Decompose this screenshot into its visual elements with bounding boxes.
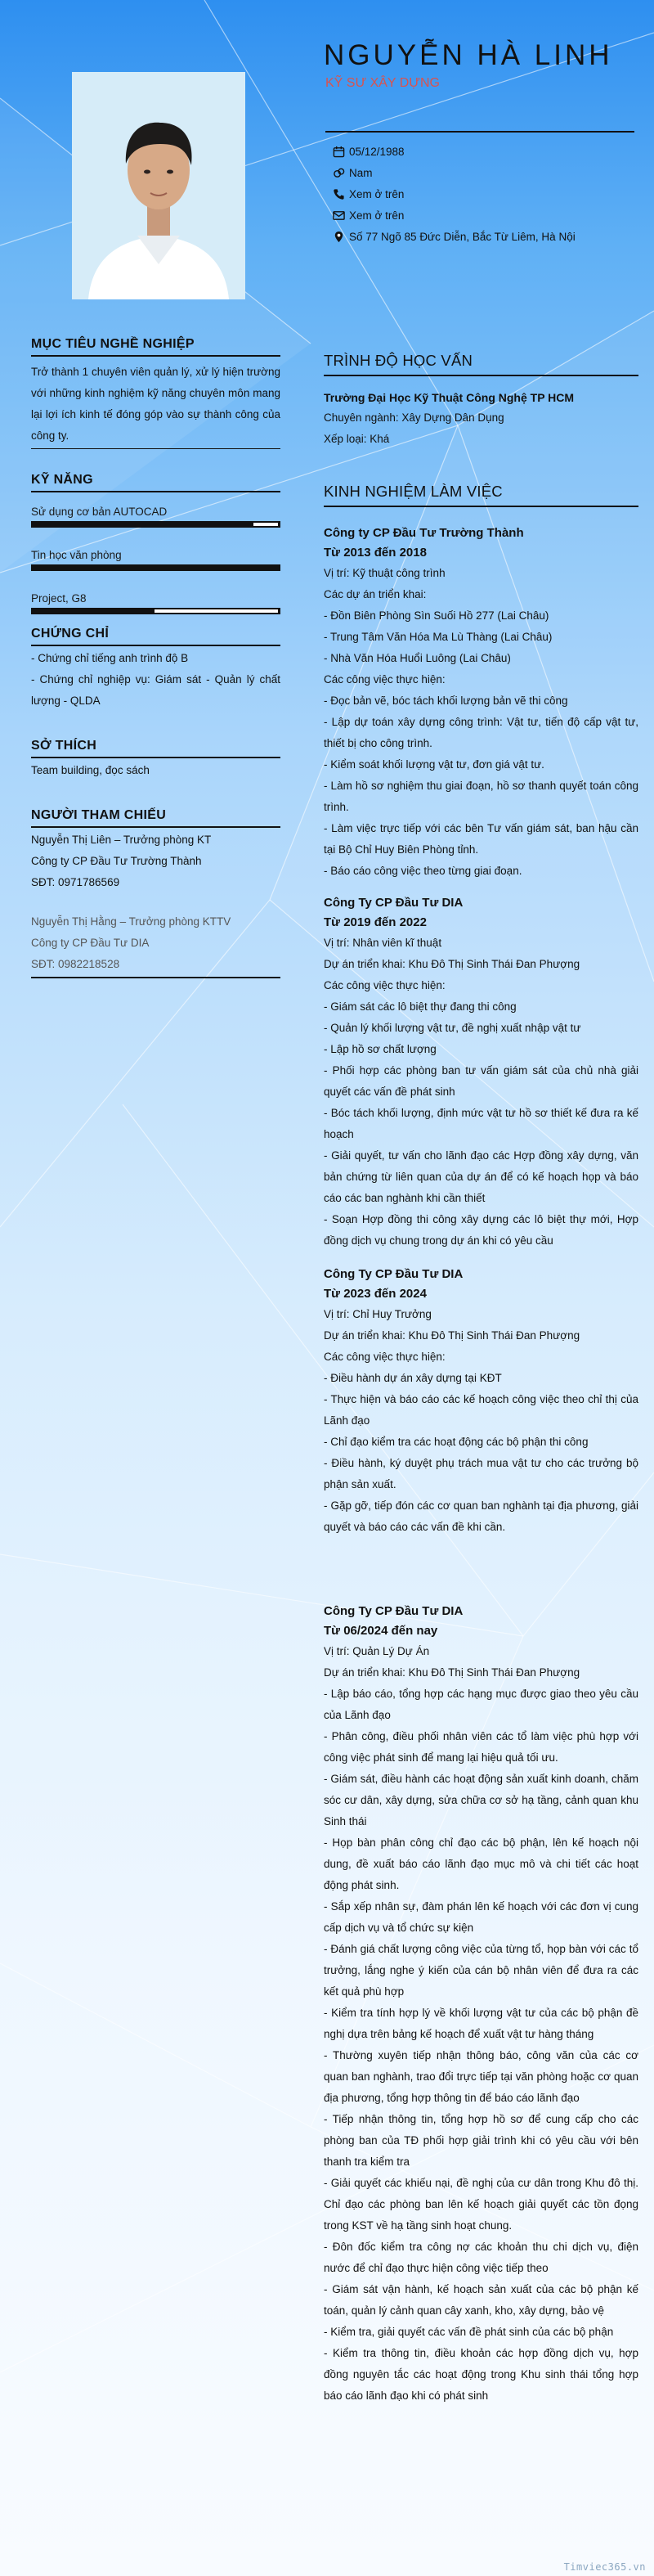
job-title: KỸ SƯ XÂY DỰNG <box>325 76 440 90</box>
job-period: Từ 2023 đến 2024 <box>324 1287 427 1301</box>
job-detail-line: - Trung Tâm Văn Hóa Ma Lù Thàng (Lai Châu) <box>324 631 553 643</box>
job-detail-line: Dự án triển khai: Khu Đô Thị Sinh Thái Đan Phượng <box>324 958 580 970</box>
hobbies-section <box>31 739 280 781</box>
job-detail-line: - Lập hồ sơ chất lượng <box>324 1043 437 1055</box>
job-detail-line: - Điều hành dự án xây dựng tại KĐT <box>324 1372 502 1384</box>
job-details <box>324 1304 638 1538</box>
job-detail-line: - Giải quyết các khiếu nại, đề nghị của cư dân trong Khu đô thị. Chỉ đạo các phòng ban lên kế hoạch giải quyết các tồn đọng trong KST về hạ tầng sinh hoạt chung. <box>324 2177 638 2232</box>
contact-info <box>331 141 642 247</box>
job-details <box>324 933 638 1252</box>
job-company: Công Ty CP Đầu Tư DIA <box>324 896 464 910</box>
candidate-name: NGUYỄN HÀ LINH <box>324 39 613 71</box>
school-name: Trường Đại Học Kỹ Thuật Công Nghệ TP HCM <box>324 391 575 404</box>
job-detail-line: - Giám sát vận hành, kế hoạch sản xuất của các bộ phận kế toán, quản lý cảnh quan cây xanh, kho, xây dựng, bảo vệ <box>324 2283 638 2317</box>
references-bottom-divider <box>31 977 280 978</box>
job-detail-line: Vị trí: Quản Lý Dự Án <box>324 1645 430 1657</box>
skill-level-bar <box>31 521 280 528</box>
skill-level-remainder <box>155 609 279 613</box>
job-company: Công Ty CP Đầu Tư DIA <box>324 1604 464 1618</box>
job-entry <box>324 893 638 1252</box>
job-detail-line: - Thực hiện và báo cáo các kế hoạch công việc theo chỉ thị của Lãnh đạo <box>324 1393 638 1427</box>
skill-label: Sử dụng cơ bản AUTOCAD <box>31 506 168 518</box>
hobbies-heading: SỞ THÍCH <box>31 739 97 753</box>
job-detail-line: - Quản lý khối lượng vật tư, đề nghị xuất nhập vật tư <box>324 1022 581 1034</box>
skill-item <box>31 506 280 528</box>
job-period: Từ 2013 đến 2018 <box>324 546 427 560</box>
job-detail-line: - Kiểm tra thông tin, điều khoản các hợp đồng dịch vụ, hợp đồng nguyên tắc các hoạt động trong Khu sinh thái tổng hợp báo cáo lãnh đạo khi có phát sinh <box>324 2347 638 2402</box>
reference-name: Nguyễn Thị Hằng – Trưởng phòng KTTV <box>31 915 231 928</box>
job-detail-line: Dự án triển khai: Khu Đô Thị Sinh Thái Đan Phượng <box>324 1666 580 1679</box>
job-detail-line: - Đánh giá chất lượng công việc của từng tổ, họp bàn với các tổ trưởng, lắng nghe ý kiến của cán bộ nhân viên để đưa ra các kết quả phù hợp <box>324 1943 638 1998</box>
job-detail-line: Các công việc thực hiện: <box>324 673 446 686</box>
reference-item <box>31 829 280 893</box>
skills-heading: KỸ NĂNG <box>31 473 93 487</box>
reference-company: Công ty CP Đầu Tư DIA <box>31 937 150 949</box>
birthdate-value: 05/12/1988 <box>349 145 405 158</box>
skill-item <box>31 549 280 571</box>
job-detail-line: Các công việc thực hiện: <box>324 1351 446 1363</box>
job-detail-line: Vị trí: Kỹ thuật công trình <box>324 567 446 579</box>
calendar-icon <box>331 145 346 158</box>
profile-photo <box>72 72 245 299</box>
email-row <box>331 205 642 226</box>
objective-heading: MỤC TIÊU NGHỀ NGHIỆP <box>31 337 195 351</box>
job-period: Từ 2019 đến 2022 <box>324 915 427 929</box>
job-detail-line: - Lập dự toán xây dựng công trình: Vật tư, tiến độ cấp vật tư, thiết bị cho công trình. <box>324 716 638 749</box>
job-detail-line: - Lập báo cáo, tổng hợp các hạng mục được giao theo yêu cầu của Lãnh đạo <box>324 1688 638 1721</box>
phone-icon <box>331 187 346 200</box>
location-icon <box>331 230 346 243</box>
experience-section <box>324 483 638 507</box>
education-divider <box>324 375 638 376</box>
job-company: Công Ty CP Đầu Tư DIA <box>324 1267 464 1281</box>
skills-divider <box>31 491 280 492</box>
job-detail-line: - Chỉ đạo kiểm tra các hoạt động các bộ phận thi công <box>324 1436 589 1448</box>
skill-label: Tin học văn phòng <box>31 549 122 561</box>
reference-phone: SĐT: 0982218528 <box>31 958 120 970</box>
watermark: Timviec365.vn <box>563 2561 646 2573</box>
certificates-heading: CHỨNG CHỈ <box>31 627 110 641</box>
job-detail-line: - Kiểm tra, giải quyết các vấn đề phát sinh của các bộ phận <box>324 2326 614 2338</box>
hobbies-text: Team building, đọc sách <box>31 764 150 776</box>
job-detail-line: - Đôn đốc kiểm tra công nợ các khoản thu chi dịch vụ, điện nước để chỉ đạo thực hiện công việc tiếp theo <box>324 2241 638 2274</box>
job-detail-line: - Phân công, điều phối nhân viên các tổ làm việc phù hợp với công việc phát sinh để mang lại hiệu quả tối ưu. <box>324 1730 638 1764</box>
job-detail-line: Các dự án triển khai: <box>324 588 427 600</box>
phone-value: Xem ở trên <box>349 187 405 200</box>
references-divider <box>31 826 280 828</box>
certificates-divider <box>31 645 280 646</box>
skill-item <box>31 592 280 614</box>
job-detail-line: - Giám sát các lô biệt thự đang thi công <box>324 1000 517 1013</box>
job-detail-line: Vị trí: Chỉ Huy Trưởng <box>324 1308 432 1320</box>
job-detail-line: - Gặp gỡ, tiếp đón các cơ quan ban nghành tại địa phương, giải quyết và báo cáo các vấn đề khi cần. <box>324 1499 638 1533</box>
phone-row <box>331 183 642 205</box>
header-divider <box>325 131 634 133</box>
experience-divider <box>324 506 638 507</box>
job-company: Công ty CP Đầu Tư Trường Thành <box>324 526 524 540</box>
references-heading: NGƯỜI THAM CHIẾU <box>31 808 167 822</box>
job-entry <box>324 524 638 882</box>
reference-name: Nguyễn Thị Liên – Trưởng phòng KT <box>31 834 212 846</box>
job-entry <box>324 1602 638 2407</box>
certificate-item: - Chứng chỉ tiếng anh trình độ B <box>31 652 189 664</box>
job-detail-line: - Kiểm tra tính hợp lý về khối lượng vật tư của các bộ phận đề nghị dựa trên bảng kế hoạch để xuất vật tư hàng tháng <box>324 2007 638 2040</box>
gender-icon <box>331 166 346 179</box>
address-value: Số 77 Ngõ 85 Đức Diễn, Bắc Từ Liêm, Hà Nội <box>349 230 576 243</box>
skill-level-bar <box>31 608 280 614</box>
email-icon <box>331 209 346 222</box>
job-detail-line: - Giải quyết, tư vấn cho lãnh đạo các Hợp đồng xây dựng, văn bản chứng từ liên quan của dự án để có kế hoạch họp và báo cáo các ban nghành khi cần thiết <box>324 1149 638 1204</box>
objective-divider <box>31 355 280 357</box>
job-detail-line: - Tiếp nhận thông tin, tổng hợp hồ sơ để cung cấp cho các phòng ban của TĐ phối hợp giải trình khi có yêu cầu với bên thanh tra kiểm tra <box>324 2113 638 2168</box>
objective-section <box>31 337 280 449</box>
job-detail-line: - Kiểm soát khối lượng vật tư, đơn giá vật tư. <box>324 758 544 771</box>
job-details <box>324 563 638 882</box>
skill-level-bar <box>31 564 280 571</box>
job-detail-line: - Sắp xếp nhân sự, đàm phán lên kế hoạch với các đơn vị cung cấp dịch vụ và tổ chức sự kiện <box>324 1900 638 1934</box>
education-grade: Xếp loại: Khá <box>324 433 390 445</box>
job-detail-line: - Thường xuyên tiếp nhận thông báo, công văn của các cơ quan ban nghành, trao đổi trực tiếp tại văn phòng hoặc cơ quan địa phương, tổng hợp thông tin để báo cáo lãnh đạo <box>324 2049 638 2104</box>
skills-section <box>31 473 280 614</box>
reference-item <box>31 911 280 975</box>
reference-phone: SĐT: 0971786569 <box>31 876 120 888</box>
education-section <box>324 352 638 450</box>
job-detail-line: - Đồn Biên Phòng Sìn Suối Hồ 277 (Lai Châu) <box>324 609 549 622</box>
job-entry <box>324 1265 638 1538</box>
job-detail-line: - Bóc tách khối lượng, định mức vật tư hồ sơ thiết kế đưa ra kế hoạch <box>324 1107 638 1140</box>
education-heading: TRÌNH ĐỘ HỌC VẤN <box>324 352 473 369</box>
person-portrait-icon <box>72 72 245 299</box>
job-detail-line: Vị trí: Nhân viên kĩ thuật <box>324 937 442 949</box>
job-detail-line: - Báo cáo công việc theo từng giai đoạn. <box>324 865 522 877</box>
job-detail-line: Các công việc thực hiện: <box>324 979 446 991</box>
job-detail-line: - Soạn Hợp đồng thi công xây dựng các lô biệt thự mới, Hợp đồng dịch vụ chung trong dự án khi có yêu cầu <box>324 1213 638 1247</box>
objective-bottom-divider <box>31 448 280 449</box>
job-detail-line: - Làm hồ sơ nghiệm thu giai đoạn, hồ sơ thanh quyết toán công trình. <box>324 780 638 813</box>
hobbies-divider <box>31 757 280 758</box>
job-detail-line: - Giám sát, điều hành các hoạt động sản xuất kinh doanh, chăm sóc cư dân, xây dựng, sửa chữa cơ sở hạ tầng, cảnh quan khu Sinh thái <box>324 1773 638 1827</box>
birthdate-row <box>331 141 642 162</box>
gender-row <box>331 162 642 183</box>
job-details <box>324 1641 638 2407</box>
job-detail-line: - Phối hợp các phòng ban tư vấn giám sát của chủ nhà giải quyết các vấn đề phát sinh <box>324 1064 638 1098</box>
references-section <box>31 808 280 978</box>
skill-label: Project, G8 <box>31 592 87 605</box>
certificates-section <box>31 627 280 712</box>
reference-company: Công ty CP Đầu Tư Trường Thành <box>31 855 202 867</box>
job-period: Từ 06/2024 đến nay <box>324 1624 438 1638</box>
gender-value: Nam <box>349 166 373 179</box>
job-detail-line: - Đọc bản vẽ, bóc tách khối lượng bản vẽ thi công <box>324 695 568 707</box>
job-detail-line: Dự án triển khai: Khu Đô Thị Sinh Thái Đan Phượng <box>324 1329 580 1342</box>
certificate-item: - Chứng chỉ nghiệp vụ: Giám sát - Quản lý chất lượng - QLDA <box>31 673 280 707</box>
education-major: Chuyên ngành: Xây Dựng Dân Dụng <box>324 411 504 424</box>
job-detail-line: - Làm việc trực tiếp với các bên Tư vấn giám sát, ban hậu cần tại Bộ Chỉ Huy Biên Phòng tỉnh. <box>324 822 638 856</box>
objective-text: Trở thành 1 chuyên viên quản lý, xử lý hiện trường với những kinh nghiệm kỹ năng chuyên môn mang lại lợi ích kinh tế đóng góp vào sự thành công của công ty. <box>31 366 280 442</box>
job-detail-line: - Nhà Văn Hóa Huổi Luông (Lai Châu) <box>324 652 511 664</box>
job-detail-line: - Điều hành, ký duyệt phụ trách mua vật tư cho các trưởng bộ phận sản xuất. <box>324 1457 638 1490</box>
experience-heading: KINH NGHIỆM LÀM VIỆC <box>324 483 503 500</box>
email-value: Xem ở trên <box>349 209 405 222</box>
job-detail-line: - Họp bàn phân công chỉ đạo các bộ phận, lên kế hoạch nội dung, đề xuất báo cáo lãnh đạo mục mô và chi tiết các hoạt động phát sinh. <box>324 1836 638 1891</box>
address-row <box>331 226 642 247</box>
skill-level-remainder <box>253 523 278 526</box>
